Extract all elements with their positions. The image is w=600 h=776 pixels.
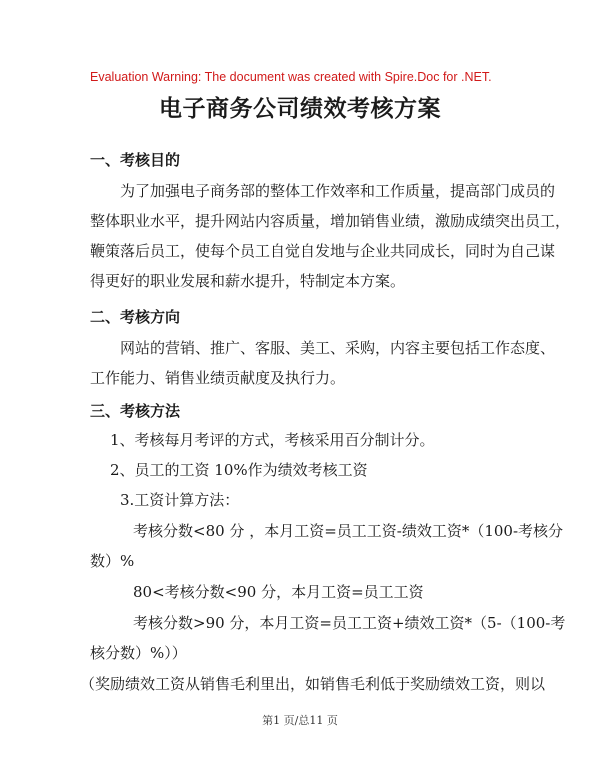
list-item: 2、员工的工资 10%作为绩效考核工资 bbox=[110, 461, 368, 479]
paragraph-line: 网站的营销、推广、客服、美工、采购，内容主要包括工作态度、 bbox=[120, 339, 556, 357]
list-item: 3.工资计算方法： bbox=[120, 491, 240, 509]
formula-line: 考核分数<80 分 ，本月工资=员工工资-绩效工资*（100-考核分 bbox=[133, 522, 564, 540]
paragraph-line: 工作能力、销售业绩贡献度及执行力。 bbox=[90, 369, 346, 387]
section-heading-2: 二、考核方向 bbox=[90, 308, 181, 326]
paragraph-line: 得更好的职业发展和薪水提升，特制定本方案。 bbox=[90, 272, 406, 290]
formula-line: 考核分数>90 分，本月工资=员工工资+绩效工资*（5-（100-考 bbox=[133, 614, 566, 632]
formula-line: 核分数）%）） bbox=[90, 644, 187, 662]
evaluation-warning: Evaluation Warning: The document was created with Spire.Doc for .NET. bbox=[90, 70, 492, 84]
paragraph-line: 整体职业水平，提升网站内容质量，增加销售业绩，激励成绩突出员工， bbox=[90, 212, 571, 230]
section-heading-3: 三、考核方法 bbox=[90, 402, 181, 420]
paragraph-line: 鞭策落后员工，使每个员工自觉自发地与企业共同成长，同时为自己谋 bbox=[90, 242, 556, 260]
document-title: 电子商务公司绩效考核方案 bbox=[159, 95, 441, 122]
paragraph-line: 为了加强电子商务部的整体工作效率和工作质量，提高部门成员的 bbox=[120, 182, 556, 200]
list-item: 1、考核每月考评的方式，考核采用百分制计分。 bbox=[110, 431, 435, 449]
formula-line: 数）% bbox=[90, 552, 135, 570]
formula-line: 80<考核分数<90 分，本月工资=员工工资 bbox=[133, 583, 424, 601]
paragraph-line: （奖励绩效工资从销售毛利里出，如销售毛利低于奖励绩效工资，则以 bbox=[80, 675, 546, 693]
page-number-footer: 第1 页/总11 页 bbox=[262, 714, 338, 727]
section-heading-1: 一、考核目的 bbox=[90, 151, 181, 169]
